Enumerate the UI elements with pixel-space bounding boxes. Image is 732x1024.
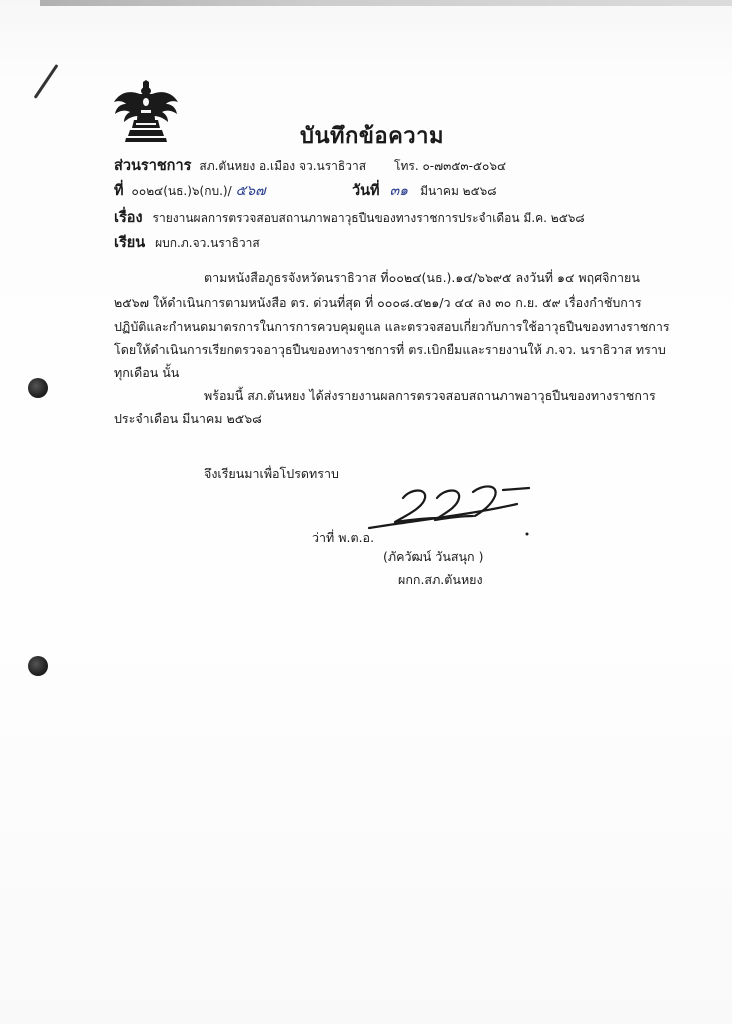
number-value: ๐๐๒๔(นธ.)๖(กบ.)/ xyxy=(131,184,232,198)
paragraph-line: ปฏิบัติและกำหนดมาตรการในการการควบคุมดูแล และตรวจสอบเกี่ยวกับการใช้อาวุธปืนของทางราชการ xyxy=(114,319,670,334)
paragraph-line: ๒๕๖๗ ให้ดำเนินการตามหนังสือ ตร. ด่วนที่สุด ที่ ๐๐๐๘.๔๒๑/ว ๔๔ ลง ๓๐ ก.ย. ๕๙ เรื่องกำชับการ xyxy=(114,295,642,310)
closing-line: จึงเรียนมาเพื่อโปรดทราบ xyxy=(204,466,339,481)
agency-line xyxy=(114,154,506,177)
date-value: มีนาคม ๒๕๖๘ xyxy=(420,184,497,198)
subject-line xyxy=(114,206,585,229)
signer-name: (ภัควัฒน์ วันสนุก ) xyxy=(383,549,484,564)
recipient-line xyxy=(114,231,260,254)
memo-title: บันทึกข้อความ xyxy=(300,124,445,149)
subject-value: รายงานผลการตรวจสอบสถานภาพอาวุธปืนของทางราชการประจำเดือน มี.ค. ๒๕๖๘ xyxy=(152,211,585,225)
agency-value: สภ.ตันหยง อ.เมือง จว.นราธิวาส xyxy=(199,159,367,173)
paragraph-line: ทุกเดือน นั้น xyxy=(114,365,180,380)
subject-label: เรื่อง xyxy=(114,210,143,226)
paragraph-line: พร้อมนี้ สภ.ตันหยง ได้ส่งรายงานผลการตรวจสอบสถานภาพอาวุธปืนของทางราชการ xyxy=(204,388,656,403)
number-handwritten: ๕๖๗ xyxy=(235,183,266,199)
paragraph-line: ตามหนังสือภูธรจังหวัดนราธิวาส ที่๐๐๒๔(นธ.).๑๔/๖๖๙๕ ลงวันที่ ๑๔ พฤศจิกายน xyxy=(204,270,640,285)
date-label: วันที่ xyxy=(352,183,380,199)
date-line xyxy=(352,179,497,202)
scan-edge-strip xyxy=(40,0,732,6)
paragraph-line: โดยให้ดำเนินการเรียกตรวจอาวุธปืนของทางราชการที่ ตร.เบิกยืมและรายงานให้ ภ.จว. นราธิวาส ทราบ xyxy=(114,342,666,357)
handwritten-signature-icon xyxy=(365,476,535,546)
number-label: ที่ xyxy=(114,183,124,199)
recipient-label: เรียน xyxy=(114,235,146,251)
punch-hole xyxy=(28,378,48,398)
punch-hole xyxy=(28,656,48,676)
reference-number-line xyxy=(114,179,266,202)
phone-number: โทร. ๐-๗๓๕๓-๕๐๖๔ xyxy=(394,159,507,173)
recipient-value: ผบก.ภ.จว.นราธิวาส xyxy=(155,236,260,250)
agency-label: ส่วนราชการ xyxy=(114,158,192,174)
margin-pen-mark xyxy=(34,64,59,99)
date-handwritten: ๓๑ xyxy=(389,183,409,199)
paragraph-line: ประจำเดือน มีนาคม ๒๕๖๘ xyxy=(114,411,262,426)
garuda-emblem-icon xyxy=(112,80,180,144)
signer-position: ผกก.สภ.ตันหยง xyxy=(398,572,483,587)
signature-rank: ว่าที่ พ.ต.อ. xyxy=(312,530,375,545)
